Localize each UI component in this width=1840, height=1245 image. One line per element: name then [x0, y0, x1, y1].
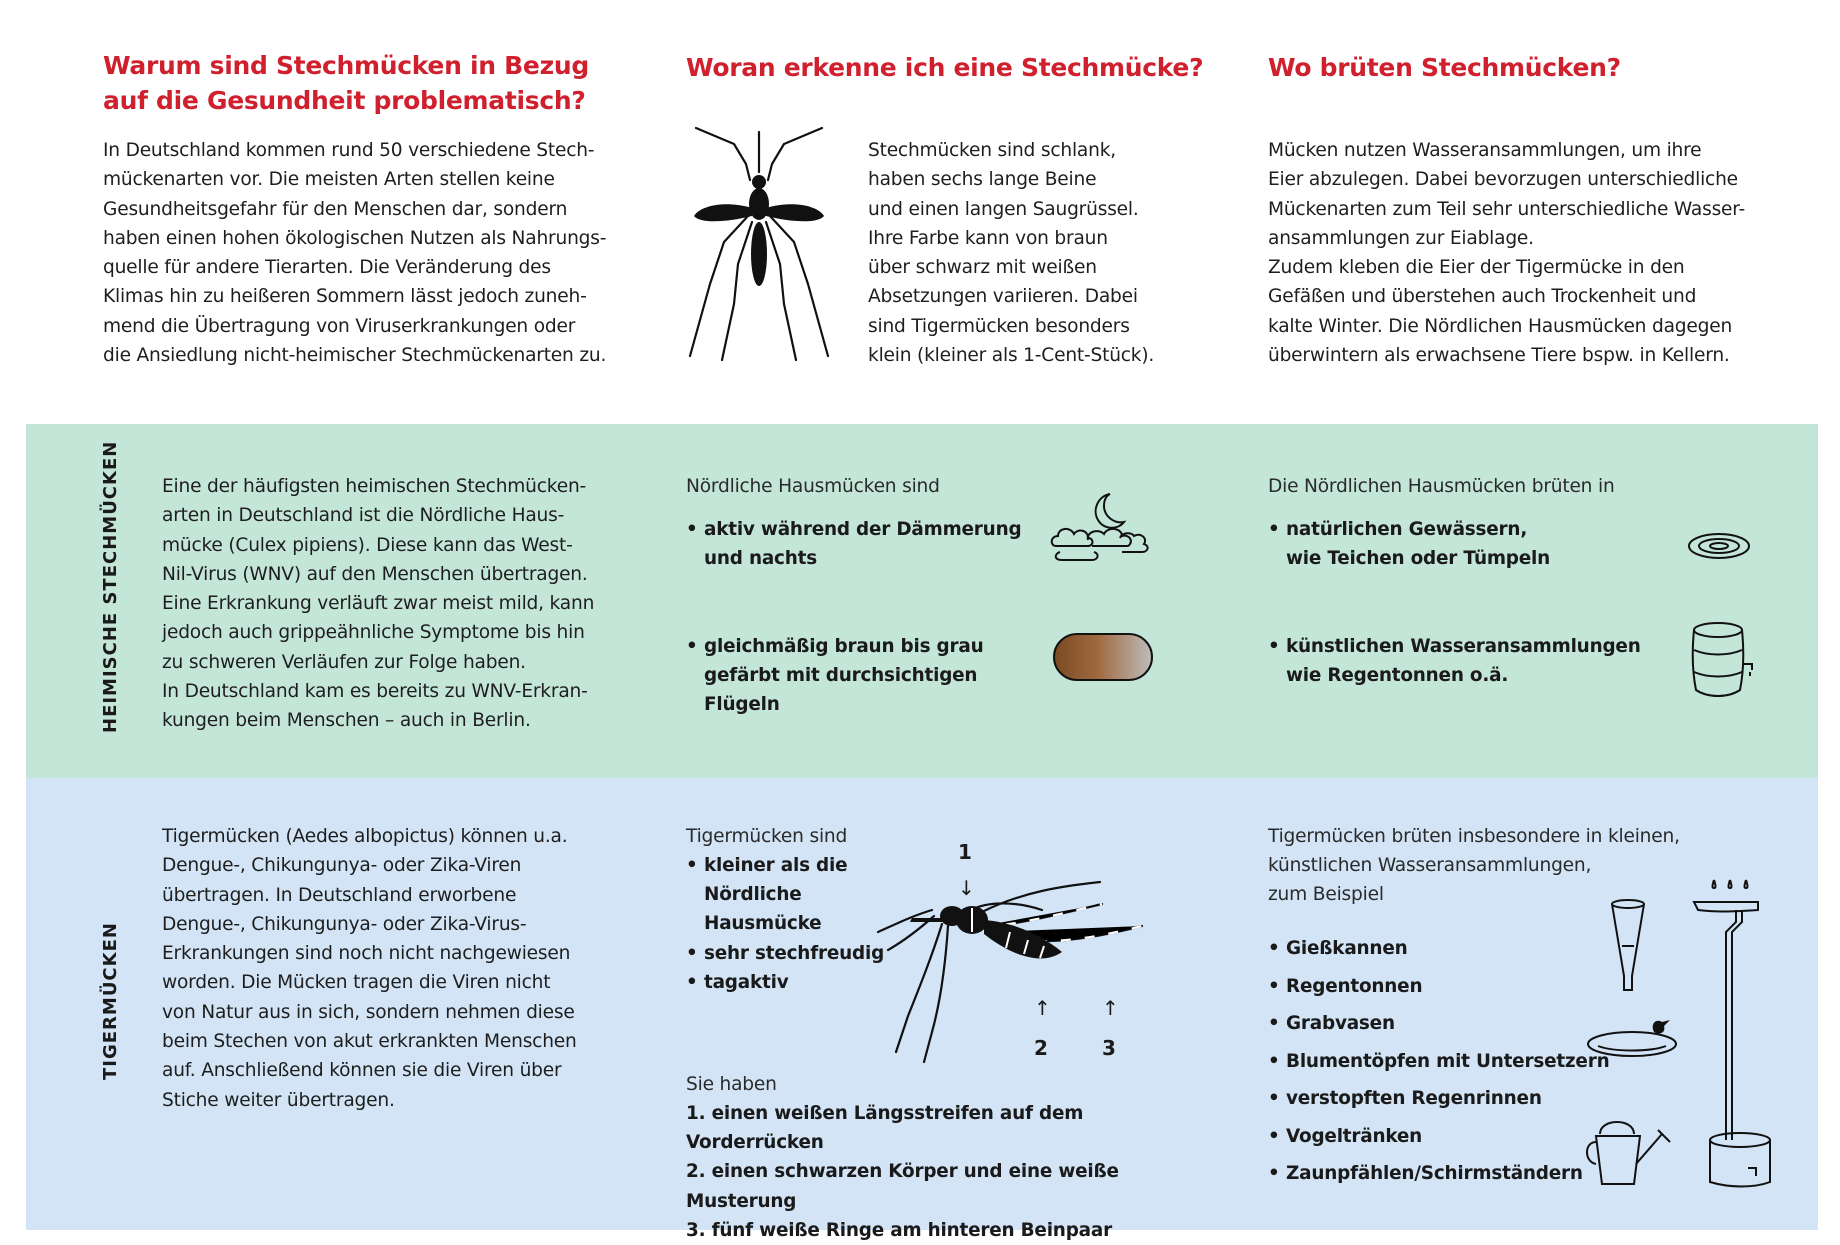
list-item: • Gießkannen [1268, 930, 1648, 968]
list-item: • Regentonnen [1268, 968, 1648, 1006]
heading-health-problem [103, 48, 623, 118]
arrow-up-icon: ↑ [1034, 996, 1051, 1020]
list-item: • Grabvasen [1268, 1005, 1648, 1043]
birdbath-icon [1584, 1016, 1684, 1066]
list-item: 2. einen schwarzen Körper und eine weiße Musterung [686, 1161, 1119, 1212]
native-traits-list-2 [686, 632, 1026, 720]
native-breeding-list-1 [1268, 515, 1668, 573]
grave-vase-icon [1608, 898, 1648, 992]
pond-icon [1686, 530, 1752, 562]
list-item: • Zaunpfählen/Schirmständern [1268, 1155, 1648, 1193]
native-mosquitoes-label: HEIMISCHE STECHMÜCKEN [100, 440, 121, 733]
list-item: 1. einen weißen Längsstreifen auf dem Vorderrücken [686, 1103, 1084, 1154]
list-item: • künstlichen Wasseransammlungen wie Regentonnen o.ä. [1268, 632, 1668, 690]
list-item: • kleiner als die Nördliche Hausmücke [686, 851, 886, 939]
native-breeding-lead: Die Nördlichen Hausmücken brüten in [1268, 476, 1615, 497]
tiger-paragraph: Tigermücken (Aedes albopictus) können u.a. Dengue-, Chikungunya- oder Zika-Viren übertragen. In Deutschland erworbene Dengue-, Chikungunya- oder Zika-Virus- Erkrankungen sind noch nicht nachgewiesen worden. Die Mücken tragen die Viren nicht von Natur aus in sich, sondern nehmen diese beim Stechen von akut erkrankten Menschen auf. Anschließend können sie die Viren über Stiche weiter übertragen. [162, 826, 577, 1111]
list-item: • tagaktiv [686, 968, 886, 997]
breeding-paragraph: Mücken nutzen Wasseransammlungen, um ihre Eier abzulegen. Dabei bevorzugen unterschiedliche Mückenarten zum Teil sehr unterschiedliche Wasser- ansammlungen zur Eiablage. Zudem kleben die Eier der Tigermücke in den Gefäßen und überstehen auch Trockenheit und kalte Winter. Die Nördlichen Hausmücken dagegen überwintern als erwachsene Tiere bspw. in Kellern. [1268, 140, 1746, 367]
health-paragraph: In Deutschland kommen rund 50 verschiedene Stech- mückenarten vor. Die meisten Arten stellen keine Gesundheitsgefahr für den Menschen dar, sondern haben einen hohen ökologischen Nutzen als Nahrungs- quelle für andere Tierarten. Die Veränderung des Klimas hin zu heißeren Sommern lässt jedoch zuneh- mend die Übertragung von Viruserkrankungen oder die Ansiedlung nicht-heimischer Stechmückenarten zu. [103, 140, 607, 367]
list-item: • sehr stechfreudig [686, 939, 886, 968]
list-item: • verstopften Regenrinnen [1268, 1080, 1648, 1118]
native-traits-lead: Nördliche Hausmücken sind [686, 476, 940, 497]
rain-barrel-icon [1688, 620, 1758, 698]
heading-breeding: Wo brüten Stechmücken? [1268, 53, 1621, 82]
arrow-up-icon: ↑ [1102, 996, 1119, 1020]
tiger-breeding-lead: Tigermücken brüten insbesondere in kleinen, künstlichen Wasseransammlungen, zum Beispiel [1268, 826, 1680, 905]
gutter-pipe-icon [1690, 878, 1776, 1188]
list-item: • Blumentöpfen mit Untersetzern [1268, 1043, 1648, 1081]
marker-2: 2 [1034, 1036, 1048, 1060]
list-item: • gleichmäßig braun bis grau gefärbt mit durchsichtigen Flügeln [686, 632, 1026, 720]
moon-clouds-icon [1048, 488, 1158, 564]
tiger-mosquito-icon [872, 876, 1162, 1066]
recognize-paragraph: Stechmücken sind schlank, haben sechs lange Beine und einen langen Saugrüssel. Ihre Farbe kann von braun über schwarz mit weißen Absetzungen variieren. Dabei sind Tigermücken besonders klein (kleiner als 1-Cent-Stück). [868, 140, 1155, 367]
tiger-mosquitoes-label: TIGERMÜCKEN [100, 922, 121, 1080]
arrow-down-icon: ↓ [958, 876, 975, 900]
heading-health-line2: auf die Gesundheit problematisch? [103, 86, 586, 115]
tiger-traits-lead: Tigermücken sind [686, 826, 848, 847]
list-item: • natürlichen Gewässern, wie Teichen oder Tümpeln [1268, 515, 1668, 573]
watering-can-icon [1584, 1112, 1676, 1186]
native-paragraph: Eine der häufigsten heimischen Stechmücken- arten in Deutschland ist die Nördliche Haus- mücke (Culex pipiens). Diese kann das West- Nil-Virus (WNV) auf den Menschen übertragen. Eine Erkrankung verläuft zwar meist mild, kann jedoch auch grippeähnliche Symptome bis hin zu schweren Verläufen zur Folge haben. In Deutschland kam es bereits zu WNV-Erkran- kungen beim Menschen – auch in Berlin. [162, 476, 595, 732]
list-item: 3. fünf weiße Ringe am hinteren Beinpaar [686, 1219, 1112, 1241]
tiger-features-list [686, 1099, 1206, 1245]
heading-health-line1: Warum sind Stechmücken in Bezug [103, 51, 589, 80]
list-item: • aktiv während der Dämmerung und nachts [686, 515, 1026, 573]
brown-gradient-swatch-icon [1052, 632, 1154, 682]
list-item: • Vogeltränken [1268, 1118, 1648, 1156]
heading-recognize: Woran erkenne ich eine Stechmücke? [686, 53, 1204, 82]
native-traits-list-1 [686, 515, 1026, 573]
tiger-features-lead: Sie haben [686, 1074, 777, 1095]
marker-1: 1 [958, 840, 972, 864]
native-breeding-list-2 [1268, 632, 1668, 690]
tiger-traits-list [686, 851, 886, 997]
mosquito-icon [684, 124, 834, 364]
marker-3: 3 [1102, 1036, 1116, 1060]
